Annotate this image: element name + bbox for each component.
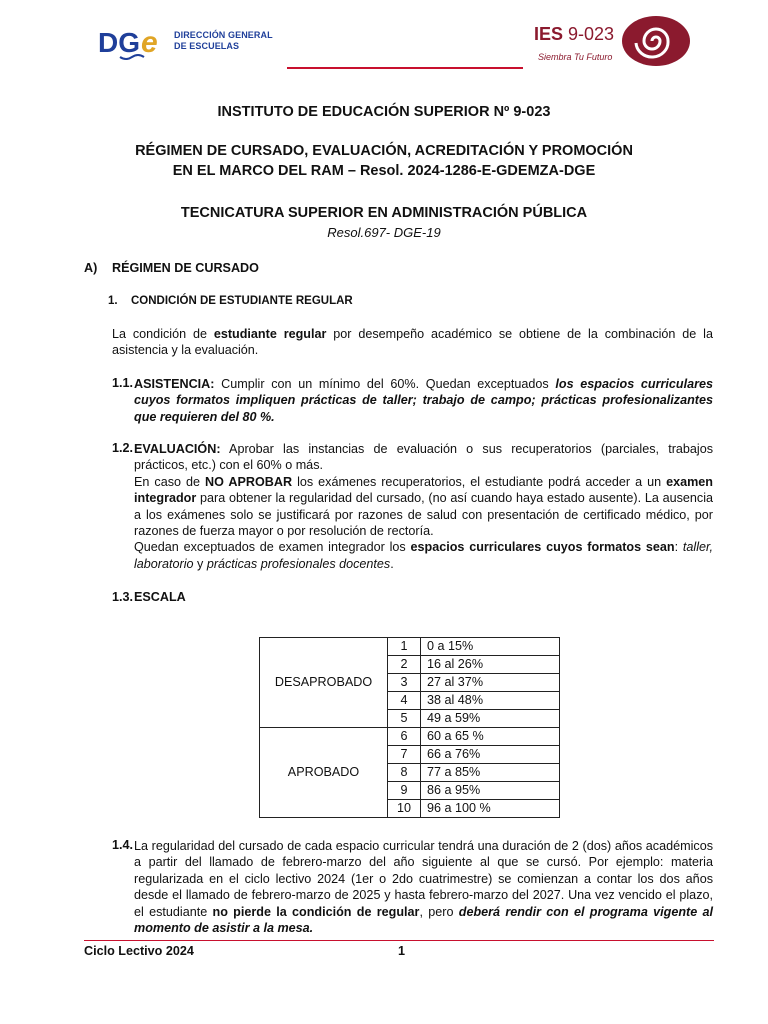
group-desaprobado: DESAPROBADO <box>260 638 388 728</box>
dge-name-line2: DE ESCUELAS <box>174 41 240 51</box>
table-row <box>260 638 560 656</box>
ies-spiral-logo <box>620 14 692 68</box>
group-aprobado: APROBADO <box>260 728 388 818</box>
item-1-3-number: 1.3. <box>112 590 134 604</box>
career-title: TECNICATURA SUPERIOR EN ADMINISTRACIÓN PÚBLICA <box>180 205 588 221</box>
page-number: 1 <box>398 944 406 958</box>
grade-cell: 1 <box>388 638 421 656</box>
range-cell: 49 a 59% <box>421 710 560 728</box>
grade-cell: 10 <box>388 800 421 818</box>
item-1-2-number: 1.2. <box>112 441 134 455</box>
grade-cell: 9 <box>388 782 421 800</box>
grade-cell: 7 <box>388 746 421 764</box>
ies-prefix: IES <box>534 24 564 44</box>
range-cell: 96 a 100 % <box>421 800 560 818</box>
grading-scale-table <box>259 637 560 818</box>
grade-cell: 3 <box>388 674 421 692</box>
item-1-4-number: 1.4. <box>112 838 134 852</box>
ies-number: 9-023 <box>568 24 615 44</box>
range-cell: 77 a 85% <box>421 764 560 782</box>
range-cell: 0 a 15% <box>421 638 560 656</box>
range-cell: 16 al 26% <box>421 656 560 674</box>
range-cell: 38 al 48% <box>421 692 560 710</box>
regime-title-line1: RÉGIMEN DE CURSADO, EVALUACIÓN, ACREDITACIÓN Y PROMOCIÓN <box>135 143 633 159</box>
item-1-3-title: ESCALA <box>134 590 186 604</box>
dge-name-line1: DIRECCIÓN GENERAL <box>174 30 273 40</box>
table-row <box>260 728 560 746</box>
regular-student-intro: La condición de estudiante regular por desempeño académico se obtiene de la combinación de la asistencia y la evaluación. <box>112 327 713 358</box>
section-a-title: RÉGIMEN DE CURSADO <box>112 261 259 275</box>
section-a-marker: A) <box>84 261 98 275</box>
grade-cell: 8 <box>388 764 421 782</box>
grade-cell: 5 <box>388 710 421 728</box>
range-cell: 60 a 65 % <box>421 728 560 746</box>
header-divider <box>287 67 523 69</box>
evaluation-paragraph-1: EVALUACIÓN: Aprobar las instancias de evaluación o sus recuperatorios (parciales, trabajos prácticos, etc.) con el 60% o más. <box>134 442 713 473</box>
item-1-1-attendance: ASISTENCIA: Cumplir con un mínimo del 60%. Quedan exceptuados los espacios curriculares cuyos formatos impliquen prácticas de taller; trabajo de campo; prácticas profesionalizantes que requieren del 80 %. <box>134 377 713 424</box>
item-1-2-evaluation <box>134 441 713 572</box>
footer-school-year: Ciclo Lectivo 2024 <box>84 944 194 958</box>
range-cell: 66 a 76% <box>421 746 560 764</box>
grade-cell: 6 <box>388 728 421 746</box>
evaluation-paragraph-3: Quedan exceptuados de examen integrador los espacios curriculares cuyos formatos sean: taller, laboratorio y prácticas profesionales docentes. <box>134 540 713 571</box>
regime-title-line2: EN EL MARCO DEL RAM – Resol. 2024-1286-E-GDEMZA-DGE <box>172 163 596 179</box>
svg-text:e: e <box>141 26 158 59</box>
career-resolution: Resol.697- DGE-19 <box>327 225 441 240</box>
institute-title: INSTITUTO DE EDUCACIÓN SUPERIOR Nº 9-023 <box>217 104 551 120</box>
ies-name <box>534 24 614 45</box>
range-cell: 27 al 37% <box>421 674 560 692</box>
footer-divider <box>84 940 714 941</box>
subsection-1-number: 1. <box>108 295 118 307</box>
item-1-4-regularity: La regularidad del cursado de cada espacio curricular tendrá una duración de 2 (dos) años académicos a partir del llamado de febrero-marzo del año siguiente al que se cursó. Por ejemplo: materia regularizada en el ciclo lectivo 2024 (1er o 2do cuatrimestre) se comienzan a contar los dos años desde el llamado de febrero-marzo de 2025 y hasta febrero-marzo del 2027. Una vez vencido el plazo, el estudiante no pierde la condición de regular, pero deberá rendir con el programa vigente al momento de asistir a la mesa. <box>134 839 714 936</box>
dge-logo-text: DG <box>98 27 140 58</box>
grade-cell: 4 <box>388 692 421 710</box>
grade-cell: 2 <box>388 656 421 674</box>
dge-name <box>174 30 273 52</box>
dge-logo <box>98 26 168 64</box>
ies-tagline: Siembra Tu Futuro <box>538 52 613 62</box>
subsection-1-title: CONDICIÓN DE ESTUDIANTE REGULAR <box>131 295 353 307</box>
item-1-1-number: 1.1. <box>112 376 134 390</box>
range-cell: 86 a 95% <box>421 782 560 800</box>
evaluation-paragraph-2: En caso de NO APROBAR los exámenes recuperatorios, el estudiante podrá acceder a un examen integrador para obtener la regularidad del cursado, (no así cuando haya estado ausente). La ausencia a los exámenes solo se justificará por razones de salud con presentación de certificado médico, por razones de fuerza mayor o por resolución de rectoría. <box>134 474 714 539</box>
